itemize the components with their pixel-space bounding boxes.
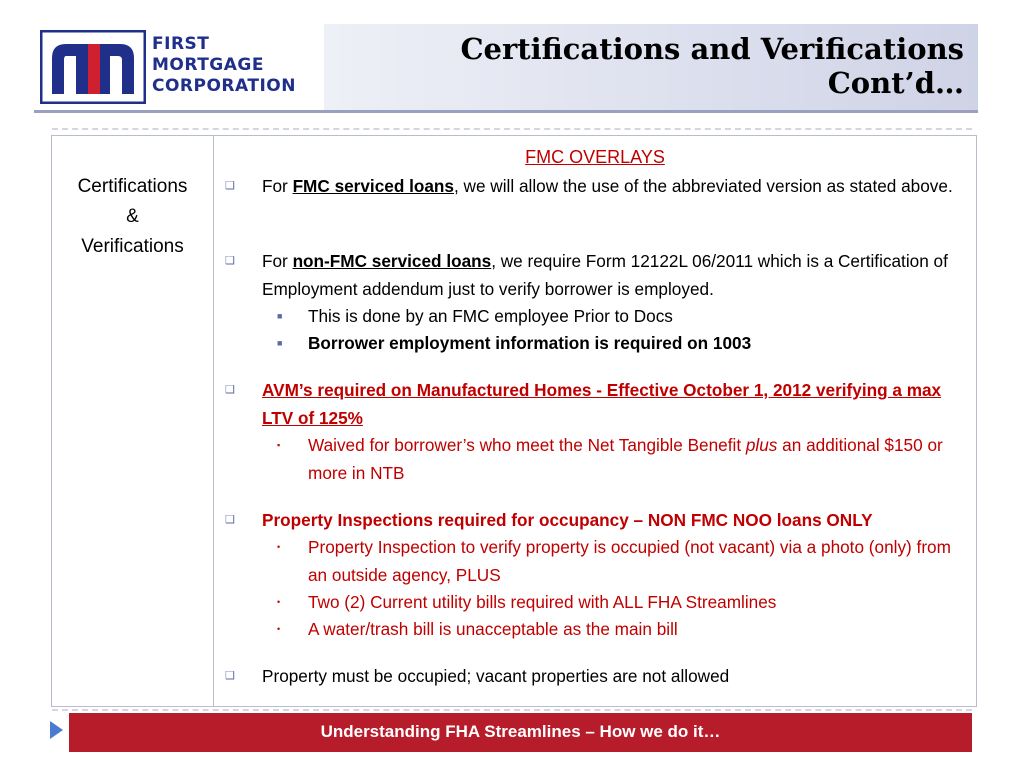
hollow-square-bullet-icon: ❑ — [225, 384, 235, 396]
sub-bullet-water-trash — [277, 616, 968, 644]
logo-line-corporation: CORPORATION — [152, 76, 296, 96]
bullet-avm-manufactured-homes — [225, 377, 968, 432]
sub-bullet-text: A water/trash bill is unacceptable as the main bill — [308, 619, 678, 639]
logo-line-mortgage: MORTGAGE — [152, 55, 264, 75]
sub-bullet-pre: Waived for borrower’s who meet the Net Tangible Benefit — [308, 435, 746, 455]
fmc-logo-icon — [40, 30, 146, 104]
footer-banner: Understanding FHA Streamlines – How we do it… — [69, 713, 972, 752]
square-sub-bullet-icon: ■ — [277, 338, 283, 348]
bullet-3-text: AVM’s required on Manufactured Homes - Effective October 1, 2012 verifying a max LTV of 125% — [262, 380, 942, 428]
overlays-cell — [214, 136, 976, 706]
hollow-square-bullet-icon: ❑ — [225, 670, 235, 682]
bullet-5-text: Property must be occupied; vacant properties are not allowed — [262, 666, 730, 686]
square-sub-bullet-icon: ■ — [277, 311, 283, 321]
bullet-property-occupied — [225, 663, 968, 691]
bullet-1-pre: For — [262, 176, 293, 196]
sub-bullet-prior-to-docs — [277, 303, 968, 331]
play-arrow-icon — [50, 721, 63, 739]
bullet-4-text: Property Inspections required for occupancy – NON FMC NOO loans ONLY — [262, 510, 873, 530]
row-header-line-3: Verifications — [81, 236, 184, 257]
sub-bullet-text: Property Inspection to verify property is occupied (not vacant) via a photo (only) from an outside agency, PLUS — [308, 537, 951, 585]
sub-bullet-text: Two (2) Current utility bills required with ALL FHA Streamlines — [308, 592, 777, 612]
dot-sub-bullet-icon: • — [277, 624, 281, 634]
sub-bullet-employment-info — [277, 330, 968, 358]
sub-bullet-inspection-photo — [277, 534, 968, 589]
bullet-1-post: , we will allow the use of the abbreviated version as stated above. — [454, 176, 953, 196]
bottom-divider — [52, 709, 972, 711]
non-fmc-serviced-loans-link[interactable]: non-FMC serviced loans — [292, 251, 492, 271]
logo-line-first: FIRST — [152, 34, 210, 54]
row-header-line-1: Certifications — [77, 176, 188, 197]
hollow-square-bullet-icon: ❑ — [225, 180, 235, 192]
bullet-2-post: , we require Form 12122L 06/2011 which is a Certification of Employment addendum just to verify borrower is employed. — [262, 251, 948, 299]
title-line-2: Cont’d… — [827, 66, 964, 100]
row-header-cell — [52, 136, 214, 706]
dot-sub-bullet-icon: • — [277, 542, 281, 552]
sub-bullet-waived-ntb — [277, 432, 968, 487]
title-line-1: Certifications and Verifications — [460, 32, 964, 66]
slide-title — [460, 32, 964, 100]
overlays-heading: FMC OVERLAYS — [525, 147, 665, 167]
bullet-non-fmc-serviced — [225, 248, 968, 303]
company-logo — [34, 24, 324, 110]
sub-bullet-italic: plus — [745, 435, 778, 455]
sub-bullet-text: Borrower employment information is required on 1003 — [308, 333, 752, 353]
content-table — [51, 135, 977, 707]
dot-sub-bullet-icon: • — [277, 597, 281, 607]
fmc-serviced-loans-link[interactable]: FMC serviced loans — [292, 176, 454, 196]
row-header-line-2: & — [126, 206, 139, 227]
bullet-fmc-serviced — [225, 173, 968, 201]
dot-sub-bullet-icon: ▪ — [277, 440, 281, 450]
hollow-square-bullet-icon: ❑ — [225, 514, 235, 526]
hollow-square-bullet-icon: ❑ — [225, 255, 235, 267]
slide-header — [34, 24, 978, 113]
sub-bullet-utility-bills — [277, 589, 968, 617]
sub-bullet-text: This is done by an FMC employee Prior to Docs — [308, 306, 673, 326]
top-divider — [52, 128, 972, 130]
bullet-property-inspections — [225, 507, 968, 535]
sub-bullet-post: an additional $150 or more in NTB — [308, 435, 943, 483]
logo-wordmark — [152, 34, 296, 97]
bullet-2-pre: For — [262, 251, 293, 271]
row-header — [52, 136, 213, 262]
